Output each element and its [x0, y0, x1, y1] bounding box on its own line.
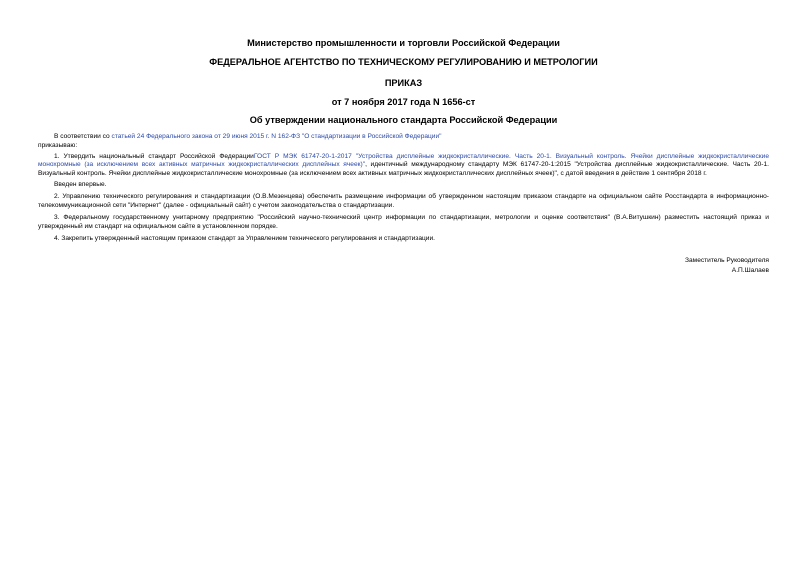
- gost-standard-link[interactable]: ГОСТ Р МЭК 61747-20-1-2017 "Устройства дисплейные жидкокристаллические. Часть 20-1. Визуальный контроль. Ячейки дисплейные жидкокристаллические монохромные (за исключением всех активных матричных жидкокристаллических дисплейных ячеек)": [38, 152, 769, 168]
- document-body: [38, 133, 769, 244]
- order-word: приказываю:: [38, 141, 78, 149]
- item-4-paragraph: 4. Закрепить утвержденный настоящим приказом стандарт за Управлением технического регулирования и стандартизации.: [54, 235, 435, 242]
- signatory-position: Заместитель Руководителя: [685, 257, 769, 264]
- signature-block: [685, 256, 769, 276]
- ministry-title: Министерство промышленности и торговли Российской Федерации: [247, 38, 560, 48]
- signatory-name: А.П.Шалаев: [731, 267, 769, 274]
- agency-title: ФЕДЕРАЛЬНОЕ АГЕНТСТВО ПО ТЕХНИЧЕСКОМУ РЕГУЛИРОВАНИЮ И МЕТРОЛОГИИ: [209, 57, 598, 67]
- item-3-paragraph: 3. Федеральному государственному унитарному предприятию "Российский научно-технический центр информации по стандартизации, метрологии и оценке соответствия" (В.А.Витушкин) разместить настоящий приказ и утвержденный им стандарт на официальном сайте в установленном порядке.: [38, 214, 769, 230]
- preamble-prefix: В соответствии со: [54, 133, 112, 140]
- item-1-suffix: , идентичный международному стандарту МЭК 61747-20-1:2015 "Устройства дисплейные жидкокристаллические. Часть 20-1. Визуальный контроль. Ячейки дисплейные жидкокристаллические монохромные (за исключением всех активных матричных жидкокристаллических дисплейных ячеек)", с датой введения в действие 1 сентября 2018 г.: [38, 161, 769, 177]
- date-and-number: от 7 ноября 2017 года N 1656-ст: [331, 97, 476, 107]
- document-type: ПРИКАЗ: [384, 78, 423, 88]
- first-introduced-note: Введен впервые.: [54, 180, 107, 188]
- item-2-paragraph: 2. Управлению технического регулирования и стандартизации (О.В.Мезенцева) обеспечить размещение информации об утвержденном настоящим приказом стандарте на официальном сайте Росстандарта в информационно-телекоммуникационной сети "Интернет" (далее - официальный сайт) с учетом законодательства о стандартизации.: [38, 193, 769, 209]
- preamble-paragraph: [38, 133, 769, 142]
- federal-law-link[interactable]: статьей 24 Федерального закона от 29 июня 2015 г. N 162-ФЗ "О стандартизации в Российской Федерации": [111, 133, 442, 140]
- item-1-prefix: 1. Утвердить национальный стандарт Российской Федерации: [54, 152, 254, 160]
- item-1-paragraph: [38, 153, 769, 179]
- document-subject: Об утверждении национального стандарта Российской Федерации: [249, 115, 558, 125]
